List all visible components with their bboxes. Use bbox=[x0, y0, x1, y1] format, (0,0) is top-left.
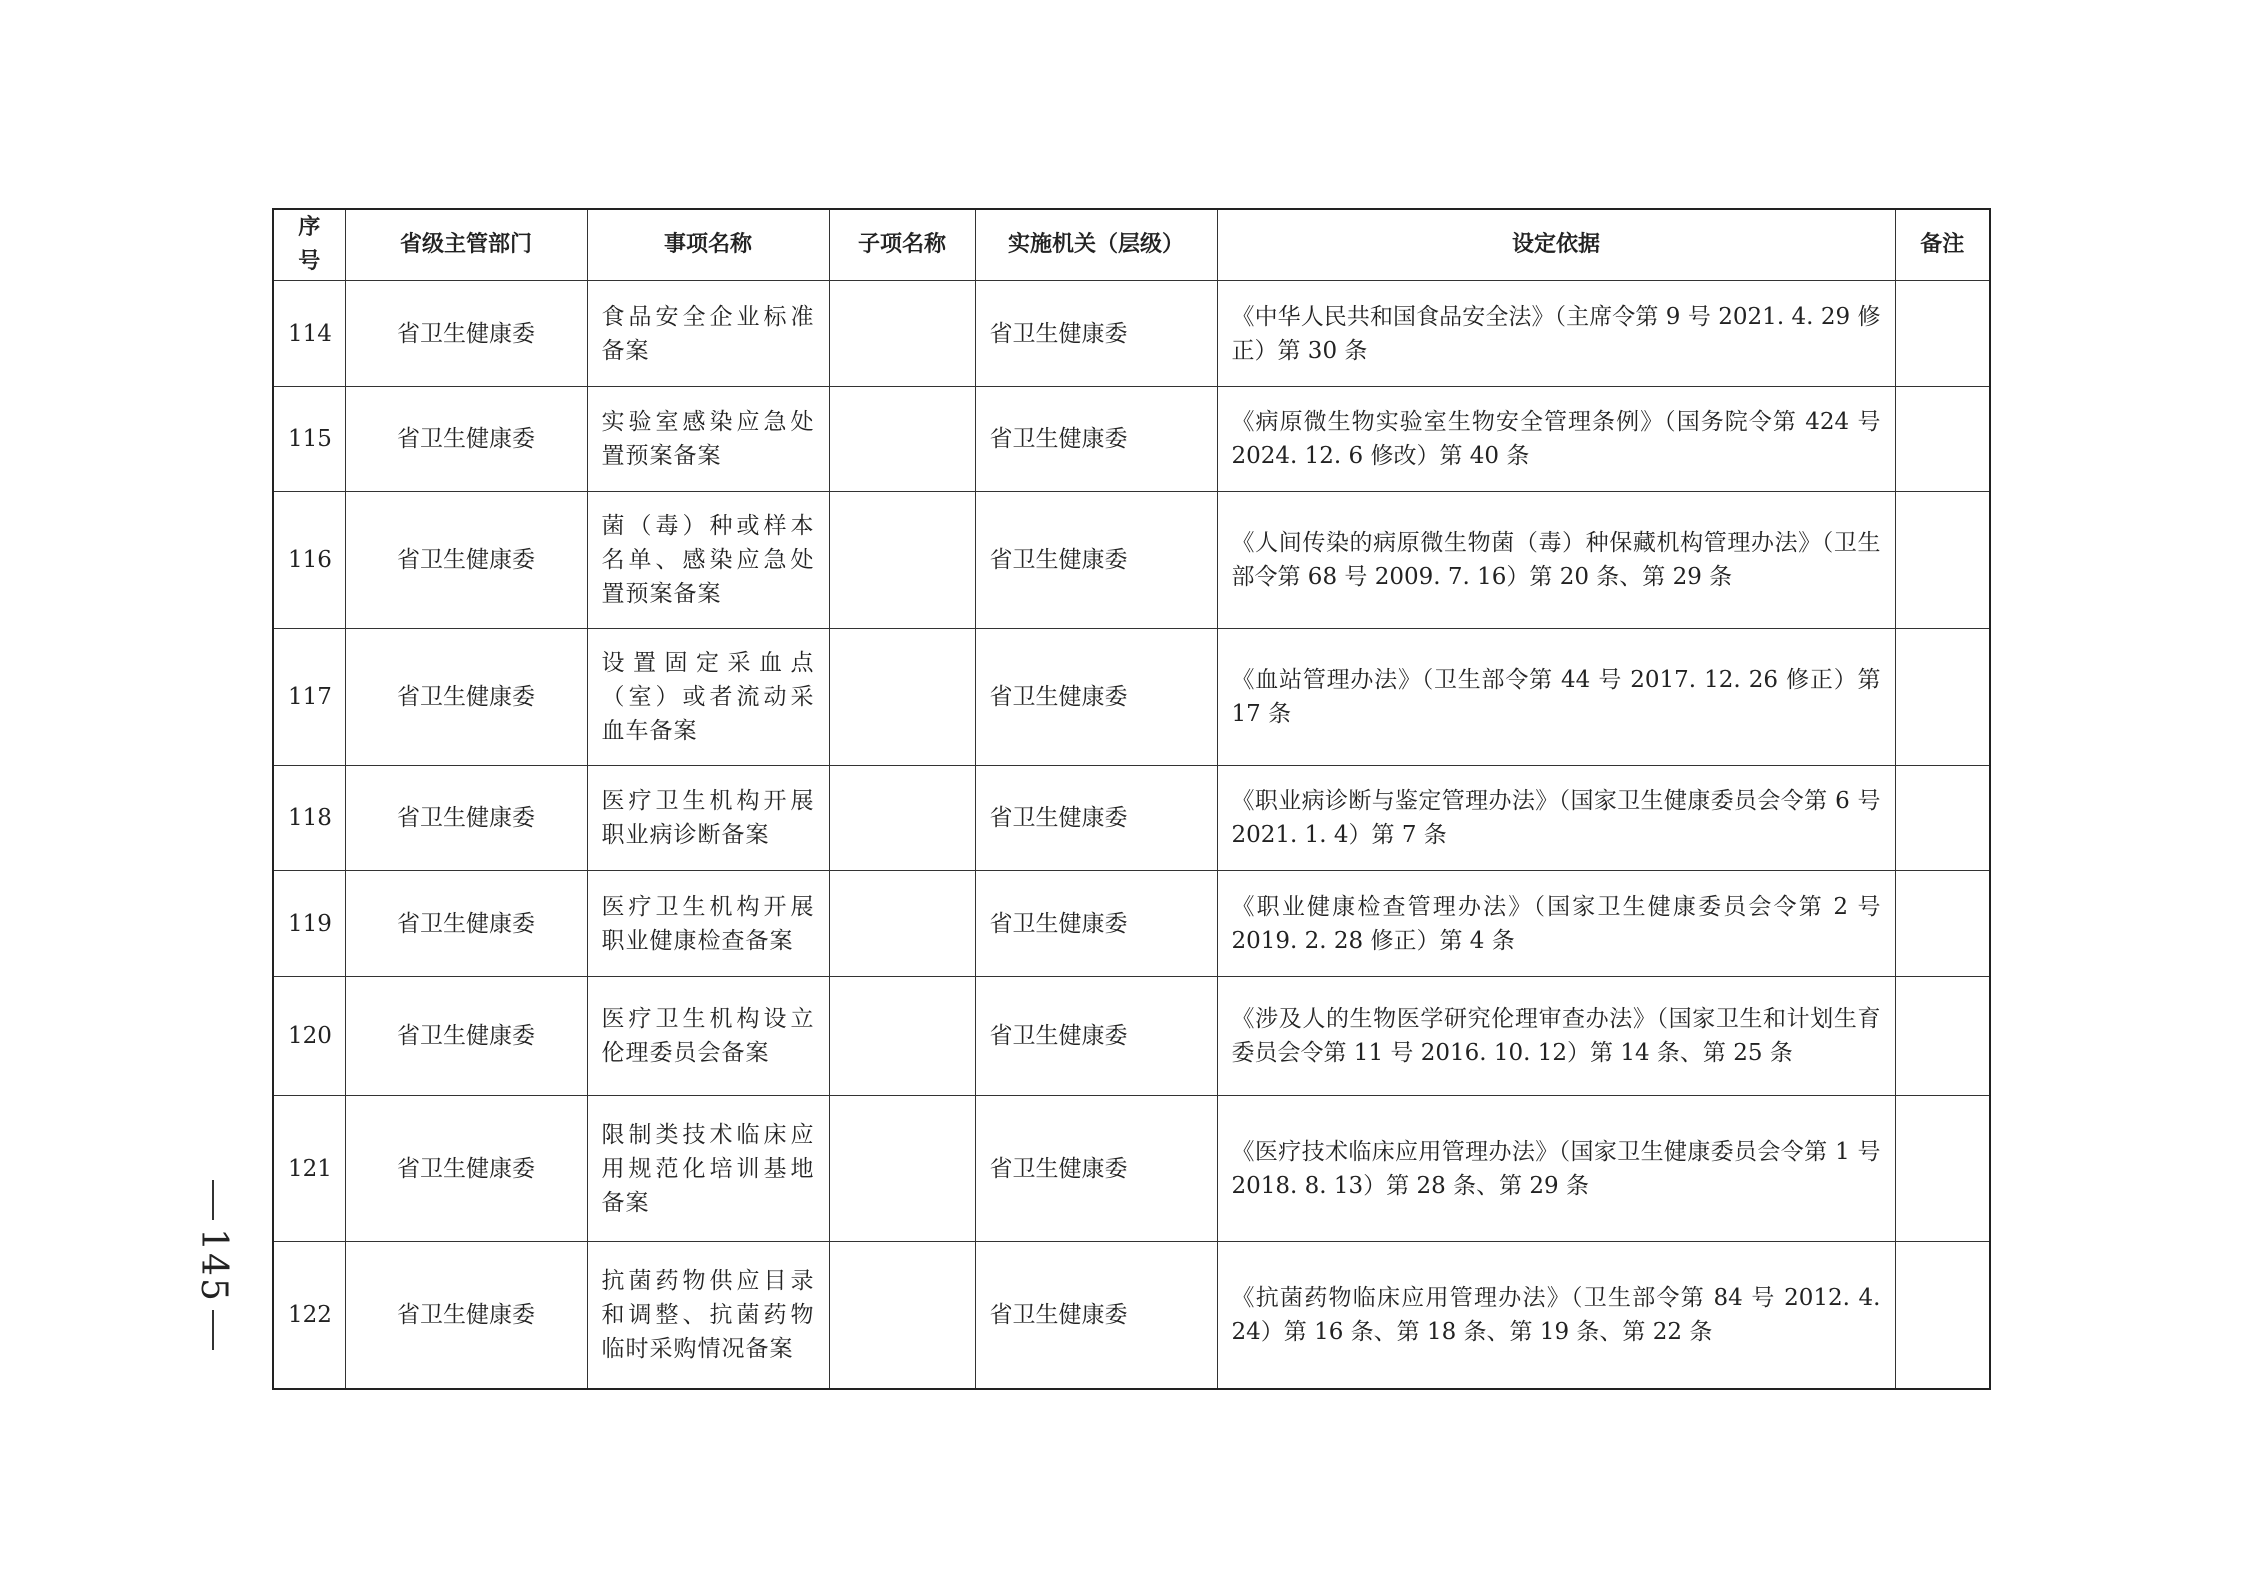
cell-dept: 省卫生健康委 bbox=[345, 281, 587, 387]
cell-agency: 省卫生健康委 bbox=[975, 281, 1217, 387]
cell-sub bbox=[829, 977, 975, 1096]
table-row bbox=[273, 871, 1990, 977]
cell-sub bbox=[829, 766, 975, 871]
cell-item: 设置固定采血点（室）或者流动采血车备案 bbox=[587, 629, 829, 766]
cell-basis: 《职业病诊断与鉴定管理办法》（国家卫生健康委员会令第 6 号 2021. 1. 4）第 7 条 bbox=[1217, 766, 1895, 871]
cell-no: 114 bbox=[273, 281, 345, 387]
header-item: 事项名称 bbox=[587, 209, 829, 281]
cell-dept: 省卫生健康委 bbox=[345, 492, 587, 629]
table-row bbox=[273, 387, 1990, 492]
cell-dept: 省卫生健康委 bbox=[345, 977, 587, 1096]
header-agency: 实施机关（层级） bbox=[975, 209, 1217, 281]
cell-agency: 省卫生健康委 bbox=[975, 1242, 1217, 1389]
cell-agency: 省卫生健康委 bbox=[975, 871, 1217, 977]
cell-agency: 省卫生健康委 bbox=[975, 1096, 1217, 1242]
cell-agency: 省卫生健康委 bbox=[975, 766, 1217, 871]
cell-note bbox=[1895, 977, 1990, 1096]
cell-no: 117 bbox=[273, 629, 345, 766]
cell-dept: 省卫生健康委 bbox=[345, 766, 587, 871]
cell-note bbox=[1895, 871, 1990, 977]
header-note: 备注 bbox=[1895, 209, 1990, 281]
cell-dept: 省卫生健康委 bbox=[345, 1096, 587, 1242]
cell-basis: 《抗菌药物临床应用管理办法》（卫生部令第 84 号 2012. 4. 24）第 16 条、第 18 条、第 19 条、第 22 条 bbox=[1217, 1242, 1895, 1389]
cell-note bbox=[1895, 492, 1990, 629]
cell-basis: 《人间传染的病原微生物菌（毒）种保藏机构管理办法》（卫生部令第 68 号 2009. 7. 16）第 20 条、第 29 条 bbox=[1217, 492, 1895, 629]
table-row bbox=[273, 1242, 1990, 1389]
cell-basis: 《血站管理办法》（卫生部令第 44 号 2017. 12. 26 修正）第 17 条 bbox=[1217, 629, 1895, 766]
cell-basis: 《医疗技术临床应用管理办法》（国家卫生健康委员会令第 1 号 2018. 8. 13）第 28 条、第 29 条 bbox=[1217, 1096, 1895, 1242]
cell-item: 抗菌药物供应目录和调整、抗菌药物临时采购情况备案 bbox=[587, 1242, 829, 1389]
cell-agency: 省卫生健康委 bbox=[975, 492, 1217, 629]
cell-item: 医疗卫生机构设立伦理委员会备案 bbox=[587, 977, 829, 1096]
page-number-text: 145 bbox=[192, 1227, 234, 1303]
table-row bbox=[273, 977, 1990, 1096]
cell-sub bbox=[829, 871, 975, 977]
cell-note bbox=[1895, 1096, 1990, 1242]
cell-dept: 省卫生健康委 bbox=[345, 1242, 587, 1389]
table-row bbox=[273, 1096, 1990, 1242]
cell-note bbox=[1895, 1242, 1990, 1389]
cell-item: 食品安全企业标准备案 bbox=[587, 281, 829, 387]
cell-item: 医疗卫生机构开展职业病诊断备案 bbox=[587, 766, 829, 871]
cell-note bbox=[1895, 629, 1990, 766]
cell-item: 实验室感染应急处置预案备案 bbox=[587, 387, 829, 492]
cell-no: 118 bbox=[273, 766, 345, 871]
table-row bbox=[273, 766, 1990, 871]
cell-dept: 省卫生健康委 bbox=[345, 387, 587, 492]
cell-dept: 省卫生健康委 bbox=[345, 629, 587, 766]
cell-basis: 《涉及人的生物医学研究伦理审查办法》（国家卫生和计划生育委员会令第 11 号 2016. 10. 12）第 14 条、第 25 条 bbox=[1217, 977, 1895, 1096]
cell-item: 医疗卫生机构开展职业健康检查备案 bbox=[587, 871, 829, 977]
cell-note bbox=[1895, 766, 1990, 871]
cell-sub bbox=[829, 1096, 975, 1242]
cell-sub bbox=[829, 387, 975, 492]
page-number-dash-bottom bbox=[212, 1310, 214, 1350]
cell-sub bbox=[829, 629, 975, 766]
table-header-row bbox=[273, 209, 1990, 281]
cell-item: 限制类技术临床应用规范化培训基地备案 bbox=[587, 1096, 829, 1242]
page-number-dash-top bbox=[212, 1180, 214, 1220]
table-row bbox=[273, 281, 1990, 387]
cell-no: 119 bbox=[273, 871, 345, 977]
cell-item: 菌（毒）种或样本名单、感染应急处置预案备案 bbox=[587, 492, 829, 629]
header-sub: 子项名称 bbox=[829, 209, 975, 281]
cell-sub bbox=[829, 1242, 975, 1389]
cell-agency: 省卫生健康委 bbox=[975, 977, 1217, 1096]
cell-dept: 省卫生健康委 bbox=[345, 871, 587, 977]
cell-note bbox=[1895, 387, 1990, 492]
cell-basis: 《病原微生物实验室生物安全管理条例》（国务院令第 424 号 2024. 12. 6 修改）第 40 条 bbox=[1217, 387, 1895, 492]
cell-no: 116 bbox=[273, 492, 345, 629]
cell-agency: 省卫生健康委 bbox=[975, 387, 1217, 492]
header-no: 序号 bbox=[273, 209, 345, 281]
table-row bbox=[273, 629, 1990, 766]
cell-agency: 省卫生健康委 bbox=[975, 629, 1217, 766]
header-basis: 设定依据 bbox=[1217, 209, 1895, 281]
cell-basis: 《中华人民共和国食品安全法》（主席令第 9 号 2021. 4. 29 修正）第 30 条 bbox=[1217, 281, 1895, 387]
cell-basis: 《职业健康检查管理办法》（国家卫生健康委员会令第 2 号 2019. 2. 28 修正）第 4 条 bbox=[1217, 871, 1895, 977]
cell-sub bbox=[829, 492, 975, 629]
cell-no: 121 bbox=[273, 1096, 345, 1242]
cell-no: 122 bbox=[273, 1242, 345, 1389]
cell-no: 115 bbox=[273, 387, 345, 492]
filing-items-table bbox=[272, 208, 1991, 1390]
cell-sub bbox=[829, 281, 975, 387]
cell-note bbox=[1895, 281, 1990, 387]
header-dept: 省级主管部门 bbox=[345, 209, 587, 281]
table-row bbox=[273, 492, 1990, 629]
cell-no: 120 bbox=[273, 977, 345, 1096]
page-number bbox=[192, 1180, 234, 1350]
